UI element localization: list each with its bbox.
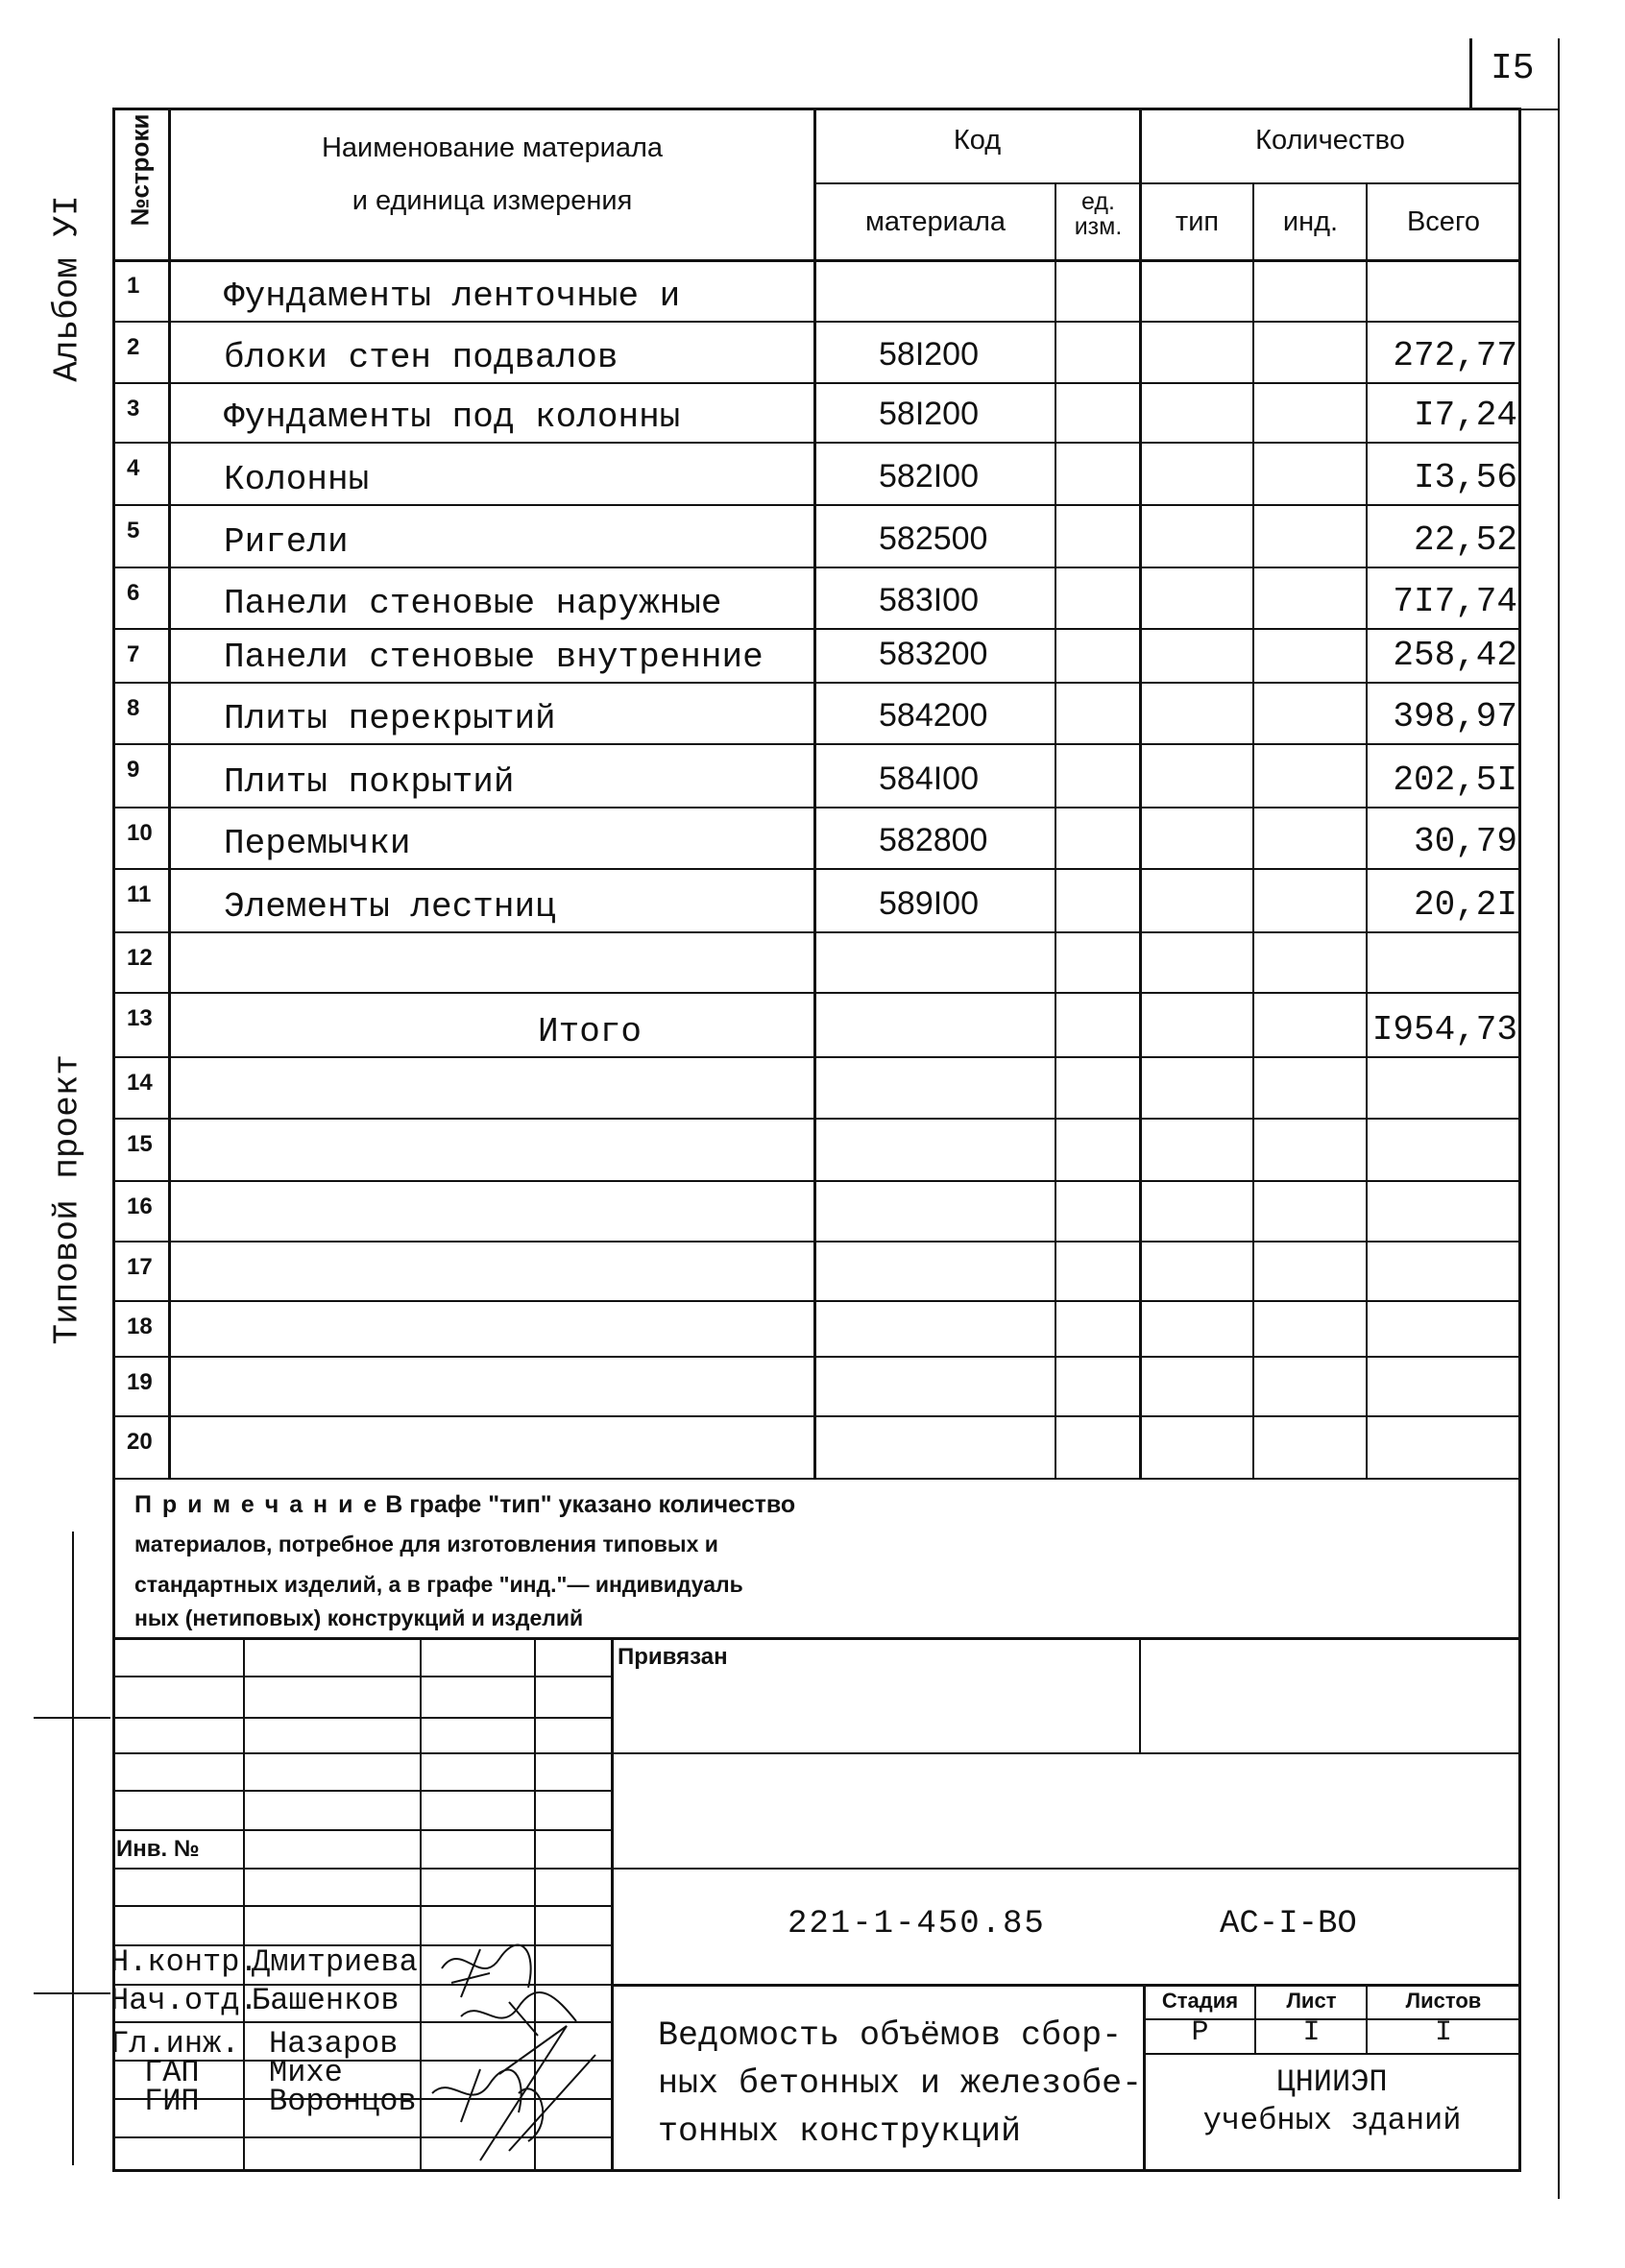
row-total: 258,42 xyxy=(1393,636,1517,675)
row-total: 7I7,74 xyxy=(1393,582,1517,621)
row-divider xyxy=(112,992,1521,994)
note-line3: стандартных изделий, а в графе "инд."— индивидуаль xyxy=(134,1572,743,1597)
header-name-line2: и единица измерения xyxy=(352,185,633,216)
project-label: Типовой проект xyxy=(47,1054,87,1345)
row-code: 582I00 xyxy=(879,458,979,495)
stamp-col xyxy=(1139,1637,1141,1752)
col-line xyxy=(1252,182,1254,1478)
table-left-border xyxy=(112,108,115,2172)
row-number: 18 xyxy=(127,1314,153,1339)
stamp-stage-col xyxy=(1254,1984,1256,2053)
person-name: Башенков xyxy=(252,1983,400,2018)
stamp-row xyxy=(112,1752,612,1754)
header-bottom-line xyxy=(112,259,1521,262)
sheet-value: I xyxy=(1302,2016,1321,2049)
row-divider xyxy=(112,567,1521,568)
person-name: Дмитриева xyxy=(252,1944,418,1980)
row-name: Перемычки xyxy=(224,824,411,863)
doc-number: 221-1-450.85 xyxy=(788,1906,1046,1942)
title-line1: Ведомость объёмов сбор- xyxy=(658,2016,1123,2055)
row-number: 3 xyxy=(127,396,140,422)
row-number: 6 xyxy=(127,580,140,606)
row-name: Панели стеновые внутренние xyxy=(224,638,764,677)
row-name: блоки стен подвалов xyxy=(224,338,618,377)
stage-label: Стадия xyxy=(1161,1989,1239,2013)
row-code: 58I200 xyxy=(879,336,979,373)
row-divider xyxy=(112,1300,1521,1302)
left-margin-tick xyxy=(34,1992,110,1994)
row-number: 16 xyxy=(127,1194,153,1219)
row-divider xyxy=(112,1478,1521,1480)
note-text1: В графе "тип" указано количество xyxy=(378,1491,796,1518)
privyazan-label: Привязан xyxy=(618,1644,728,1670)
row-number: 12 xyxy=(127,945,153,971)
stamp-right-row xyxy=(611,1984,1521,1987)
row-code: 58I200 xyxy=(879,396,979,432)
row-divider xyxy=(112,1415,1521,1417)
row-total: 30,79 xyxy=(1413,822,1517,861)
row-name: Ригели xyxy=(224,522,349,562)
stamp-row xyxy=(112,1829,612,1831)
row-divider xyxy=(112,743,1521,745)
row-number: 7 xyxy=(127,641,140,667)
row-number: 8 xyxy=(127,695,140,721)
org-line1: ЦНИИЭП xyxy=(1276,2064,1388,2100)
table-right-border xyxy=(1518,108,1521,2172)
row-name: Фундаменты под колонны xyxy=(224,398,681,437)
person-role: Н.контр. xyxy=(110,1944,258,1980)
row-divider xyxy=(112,682,1521,684)
row-number: 15 xyxy=(127,1131,153,1157)
header-qty-type: тип xyxy=(1175,206,1220,237)
person-role: ГИП xyxy=(144,2084,200,2119)
row-divider xyxy=(112,382,1521,384)
row-code: 584I00 xyxy=(879,760,979,797)
col-line xyxy=(168,108,171,1478)
stamp-top-line xyxy=(112,1637,1521,1640)
stamp-row xyxy=(112,1905,612,1907)
row-name: Панели стеновые наружные xyxy=(224,584,722,623)
signature-scribbles xyxy=(423,1930,615,2180)
stage-value: Р xyxy=(1191,2016,1209,2049)
row-name: Плиты перекрытий xyxy=(224,699,556,738)
person-role: ГАП xyxy=(144,2055,200,2090)
row-divider xyxy=(112,1118,1521,1120)
col-line xyxy=(1139,108,1142,1478)
sheets-label: Листов xyxy=(1405,1989,1482,2013)
header-code-material: материала xyxy=(864,206,1007,237)
row-divider xyxy=(112,1180,1521,1182)
stamp-stage-line xyxy=(1143,2053,1521,2055)
person-role: Нач.отд. xyxy=(110,1983,258,2018)
row-name: Элементы лестниц xyxy=(224,887,556,927)
row-total: I954,73 xyxy=(1371,1010,1517,1050)
row-total: 272,77 xyxy=(1393,336,1517,375)
inv-label: Инв. № xyxy=(116,1836,200,1862)
page-number-border xyxy=(1469,38,1472,110)
stamp-right-row xyxy=(611,1752,1521,1754)
page-number: I5 xyxy=(1491,48,1535,89)
row-number: 14 xyxy=(127,1070,153,1096)
row-total: I7,24 xyxy=(1413,396,1517,435)
row-total: 22,52 xyxy=(1413,520,1517,560)
person-name: Назаров xyxy=(269,2026,399,2062)
row-number: 17 xyxy=(127,1254,153,1280)
org-line2: учебных зданий xyxy=(1202,2103,1462,2138)
col-line xyxy=(1055,182,1056,1478)
stamp-row xyxy=(112,1790,612,1792)
row-number: 10 xyxy=(127,820,153,846)
title-line3: тонных конструкций xyxy=(658,2112,1022,2151)
left-margin-line xyxy=(72,1532,74,2165)
header-name-line1: Наименование материала xyxy=(321,133,664,163)
title-line2: ных бетонных и железобе- xyxy=(658,2064,1143,2103)
table-bottom-border xyxy=(112,2169,1521,2172)
row-number: 9 xyxy=(127,757,140,783)
note-line4: ных (нетиповых) конструкций и изделий xyxy=(134,1605,584,1630)
row-divider xyxy=(112,504,1521,506)
row-code: 584200 xyxy=(879,697,988,734)
row-number: 11 xyxy=(127,881,152,907)
row-code: 583I00 xyxy=(879,582,979,618)
row-code: 583200 xyxy=(879,636,988,672)
note-lead: П р и м е ч а н и е xyxy=(134,1491,379,1518)
row-number: 1 xyxy=(127,273,140,299)
row-code: 582500 xyxy=(879,520,988,557)
row-total: 398,97 xyxy=(1393,697,1517,736)
person-name: Михе xyxy=(269,2055,343,2090)
stamp-row xyxy=(112,1868,612,1870)
header-quantity: Количество xyxy=(1255,125,1405,156)
stamp-row xyxy=(112,1676,612,1677)
left-margin-tick xyxy=(34,1717,110,1719)
sheets-value: I xyxy=(1434,2016,1452,2049)
header-code: Код xyxy=(953,125,1002,156)
person-role: Гл.инж. xyxy=(110,2026,240,2062)
col-line xyxy=(1366,182,1368,1478)
row-name: Плиты покрытий xyxy=(224,762,515,802)
row-number: 5 xyxy=(127,518,140,543)
row-divider xyxy=(112,1241,1521,1243)
row-number: 20 xyxy=(127,1429,153,1455)
row-total: 202,5I xyxy=(1393,760,1517,800)
person-name: Воронцов xyxy=(269,2084,417,2119)
album-label: Альбом УI xyxy=(47,195,87,382)
right-margin-line xyxy=(1558,38,1560,2199)
row-divider xyxy=(112,1356,1521,1358)
row-total: I3,56 xyxy=(1413,458,1517,497)
row-number: 2 xyxy=(127,334,140,360)
table-top-border xyxy=(112,108,1521,110)
row-code: 589I00 xyxy=(879,885,979,922)
col-line xyxy=(813,108,816,1478)
row-divider xyxy=(112,1056,1521,1058)
header-subline xyxy=(813,182,1518,184)
row-divider xyxy=(112,807,1521,808)
row-number: 4 xyxy=(127,455,140,481)
row-code: 582800 xyxy=(879,822,988,858)
stamp-stage-col xyxy=(1366,1984,1368,2053)
row-name: Колонны xyxy=(224,460,370,499)
doc-code: АС-I-ВО xyxy=(1220,1906,1357,1942)
row-name: Фундаменты ленточные и xyxy=(224,277,681,316)
header-qty-ind: инд. xyxy=(1282,206,1339,237)
row-divider xyxy=(112,628,1521,630)
stamp-right-row xyxy=(611,1868,1521,1870)
sheet-label: Лист xyxy=(1286,1989,1337,2013)
header-qty-total: Всего xyxy=(1406,206,1481,237)
row-divider xyxy=(112,931,1521,933)
row-number: 13 xyxy=(127,1005,153,1031)
note-line1 xyxy=(134,1491,795,1519)
row-divider xyxy=(112,321,1521,323)
row-number: 19 xyxy=(127,1369,153,1395)
stamp-row xyxy=(112,1717,612,1719)
note-line2: материалов, потребное для изготовления типовых и xyxy=(134,1532,718,1556)
row-divider xyxy=(112,868,1521,870)
row-total: 20,2I xyxy=(1413,885,1517,925)
row-divider xyxy=(112,442,1521,444)
header-code-unit: ед. изм. xyxy=(1074,188,1123,240)
header-row-no: №строки xyxy=(125,113,155,227)
total-label: Итого xyxy=(538,1012,643,1051)
